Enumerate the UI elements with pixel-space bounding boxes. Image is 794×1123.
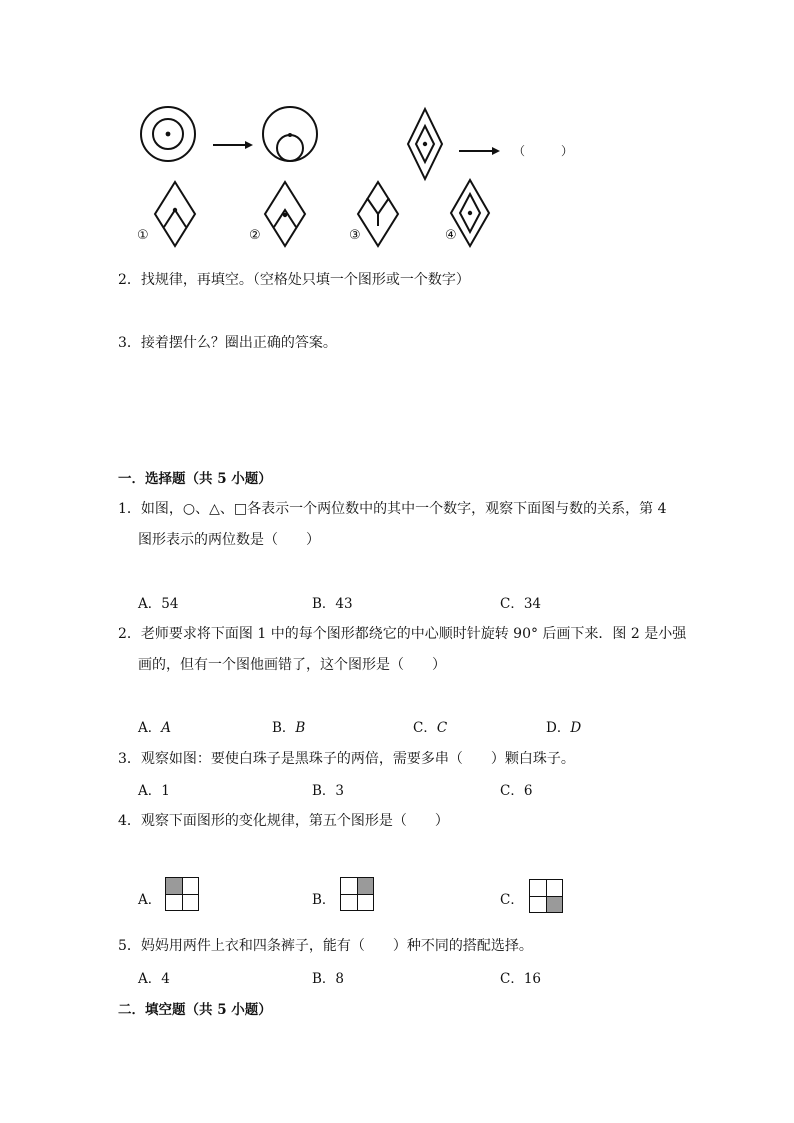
mc2-option-b[interactable] — [272, 716, 305, 736]
mc4-option-a-grid[interactable] — [165, 877, 199, 911]
mc2-option-c-letter: C — [436, 720, 448, 736]
pattern-figure — [135, 102, 597, 252]
mc5-option-c[interactable]: C．16 — [500, 971, 542, 987]
mc2-option-a-prefix: A． — [138, 720, 162, 736]
mc3-question-line1: 3．观察如图：要使白珠子是黑珠子的两倍，需要多串（ ）颗白珠子。 — [118, 751, 575, 767]
mc3-option-b[interactable]: B．3 — [312, 783, 345, 799]
grid-line — [182, 878, 183, 910]
mc2-option-c-prefix: C． — [413, 720, 437, 736]
option-shape-1[interactable] — [155, 182, 195, 246]
mc5-question-line1: 5．妈妈用两件上衣和四条裤子，能有（ ）种不同的搭配选择。 — [118, 938, 533, 954]
option-label-4: ④ — [445, 228, 457, 243]
mc2-question-line2: 画的，但有一个图他画错了，这个图形是（ ） — [138, 657, 446, 673]
mc4-option-b-grid[interactable] — [340, 877, 374, 911]
grid-line — [357, 878, 358, 910]
arrow-right-icon — [459, 147, 500, 155]
option-label-3: ③ — [349, 228, 361, 243]
option-label-1: ① — [137, 228, 149, 243]
mc1-option-a[interactable]: A．54 — [138, 596, 179, 612]
mc1-option-c[interactable]: C．34 — [500, 596, 542, 612]
mc4-question-line1: 4．观察下面图形的变化规律，第五个图形是（ ） — [118, 813, 449, 829]
mc4-option-c-grid[interactable] — [529, 879, 563, 913]
grid-line — [546, 880, 547, 912]
section-title-choice: 一．选择题（共 5 小题） — [118, 471, 272, 487]
mc4-option-a[interactable]: A． — [138, 892, 162, 908]
mc2-question-line1: 2．老师要求将下面图 1 中的每个图形都绕它的中心顺时针旋转 90° 后画下来．图 2 是小强 — [118, 626, 687, 642]
circle-with-inner-circle-shape — [263, 107, 317, 161]
arrow-right-icon — [213, 141, 253, 149]
mc3-option-a[interactable]: A．1 — [138, 783, 170, 799]
mc1-question-line1: 1．如图，○、△、□各表示一个两位数中的其中一个数字，观察下面图与数的关系，第 4 — [118, 501, 667, 517]
mc2-option-d-prefix: D． — [546, 720, 571, 736]
circle-with-dot-shape — [141, 107, 195, 161]
mc2-option-c[interactable] — [413, 716, 447, 736]
shaded-cell — [166, 878, 182, 894]
mc2-option-b-letter: B — [295, 720, 306, 736]
question-3-text: 3．接着摆什么？圈出正确的答案。 — [118, 335, 337, 351]
shaded-cell — [357, 878, 373, 894]
mc2-option-a[interactable] — [138, 716, 171, 736]
shaded-cell — [546, 896, 562, 912]
option-label-2: ② — [249, 228, 261, 243]
mc5-option-a[interactable]: A．4 — [138, 971, 170, 987]
mc1-question-line2: 图形表示的两位数是（ ） — [138, 532, 320, 548]
option-shape-2[interactable] — [265, 182, 305, 246]
diamond-with-dot-shape — [408, 109, 442, 179]
mc4-option-c[interactable]: C． — [500, 892, 524, 908]
mc4-option-b[interactable]: B． — [312, 892, 336, 908]
mc2-option-a-letter: A — [161, 720, 171, 736]
mc2-option-b-prefix: B． — [272, 720, 296, 736]
mc2-option-d-letter: D — [570, 720, 582, 736]
question-2-text: 2．找规律，再填空。（空格处只填一个图形或一个数字） — [118, 272, 470, 288]
mc5-option-b[interactable]: B．8 — [312, 971, 345, 987]
answer-blank[interactable]: （ ） — [513, 144, 574, 158]
section-title-fill: 二．填空题（共 5 小题） — [118, 1002, 272, 1018]
mc1-option-b[interactable]: B．43 — [312, 596, 353, 612]
mc2-option-d[interactable] — [546, 716, 581, 736]
mc3-option-c[interactable]: C．6 — [500, 783, 533, 799]
